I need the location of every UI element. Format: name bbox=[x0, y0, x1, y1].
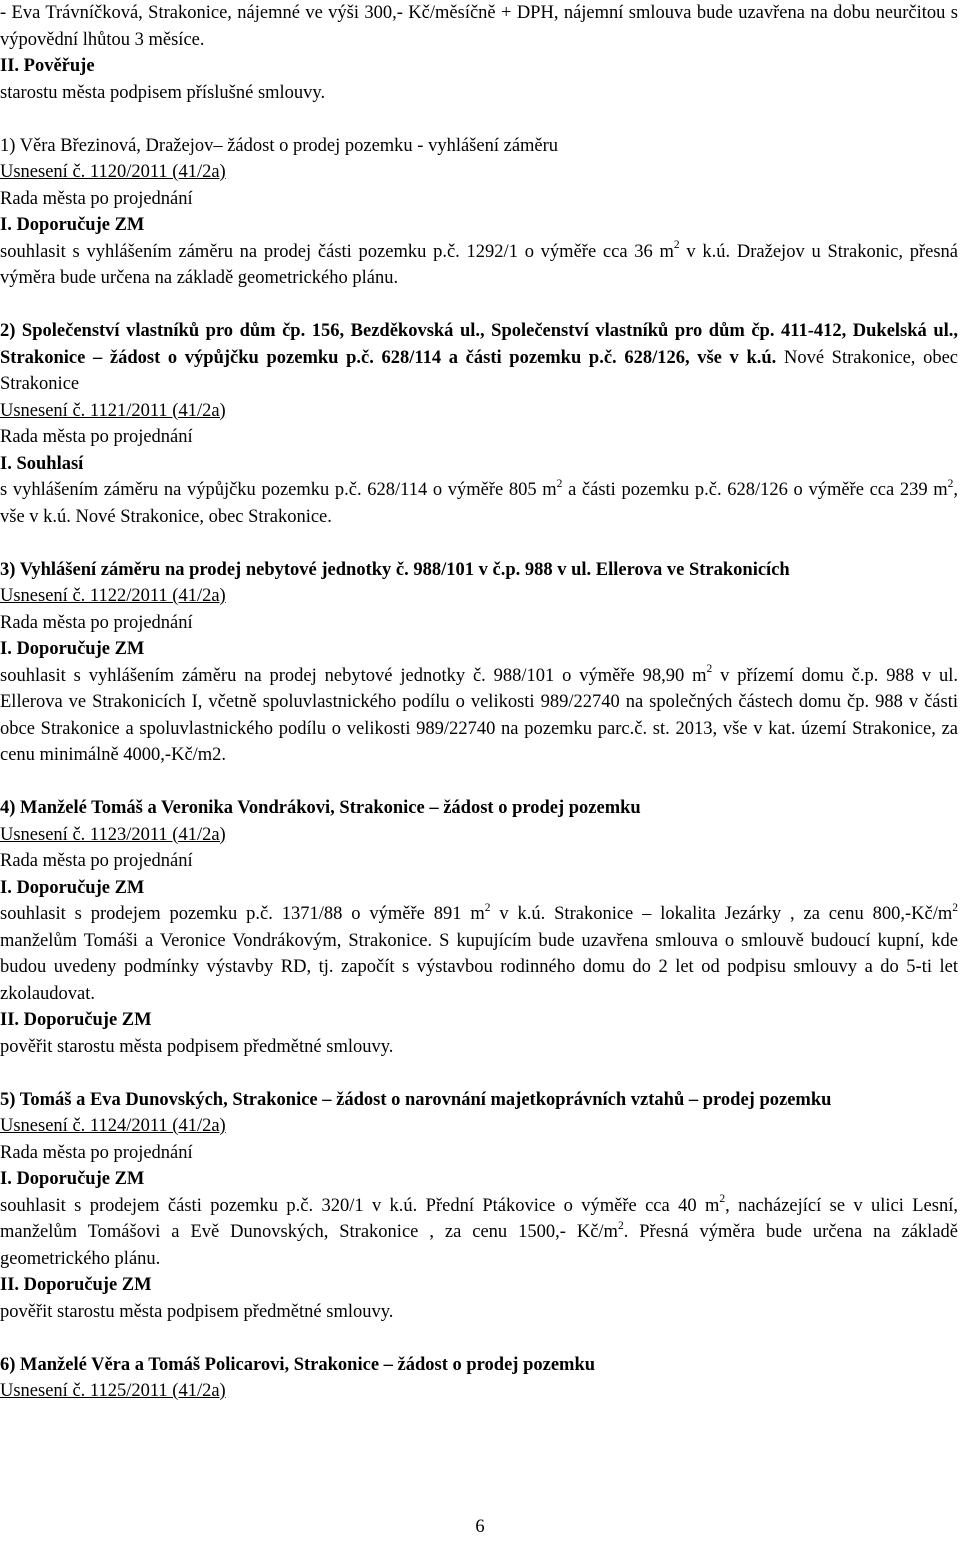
section-3-title: 3) Vyhlášení záměru na prodej nebytové jednotky č. 988/101 v č.p. 988 v ul. Ellerova ve Strakonicích bbox=[0, 559, 790, 580]
text-part: a části pozemku p.č. 628/126 o výměře cca 239 m bbox=[562, 480, 948, 500]
text-part: v k.ú. Strakonice – lokalita Jezárky , za cenu 800,-Kč/m bbox=[490, 904, 953, 924]
resolution-point-heading: II. Pověřuje bbox=[0, 56, 95, 76]
spacer bbox=[0, 292, 958, 319]
text-part: 2) Společenství vlastníků pro dům čp. 156, Bezděkovská ul., Společenství vlastníků pro dům čp. 411-412, Dukelská ul., Strakonice – žádost o výpůjčku pozemku p.č. 628/114 a části pozemku p.č. 628/126, vše v k.ú. bbox=[0, 321, 958, 368]
spacer bbox=[0, 1060, 958, 1087]
section-5-council: Rada města po projednání bbox=[0, 1142, 193, 1163]
spacer bbox=[0, 769, 958, 796]
text-part: , nacházející se v ulici Lesní, manželům Tomášovi a Evě Dunovských, Strakonice , za cenu 1500,- Kč/m bbox=[0, 1195, 958, 1242]
text-part: , vše v k.ú. Nové Strakonice, obec Strakonice. bbox=[0, 480, 959, 527]
section-4-point-1-heading: I. Doporučuje ZM bbox=[0, 877, 145, 898]
section-2-resolution-number: Usnesení č. 1121/2011 (41/2a) bbox=[0, 400, 226, 421]
section-1-point-1-heading: I. Doporučuje ZM bbox=[0, 215, 145, 235]
section-3-council: Rada města po projednání bbox=[0, 612, 193, 633]
superscript: 2 bbox=[719, 1193, 726, 1206]
section-4-point-2-heading: II. Doporučuje ZM bbox=[0, 1010, 152, 1030]
section-1-resolution-number: Usnesení č. 1120/2011 (41/2a) bbox=[0, 162, 226, 182]
text-part: v přízemí domu č.p. 988 v ul. Ellerova ve Strakonicích I, včetně spoluvlastnického podílu o velikosti 989/22740 na společných částech domu čp. 988 v části obce Strakonice a spoluvlastnického podílu o velikosti 989/22740 na pozemku parc.č. st. 2013, vše v kat. území Strakonice, za cenu minimálně 4000,-Kč/m2. bbox=[0, 665, 958, 765]
section-1-point-1-text bbox=[0, 239, 958, 292]
superscript: 2 bbox=[947, 477, 954, 490]
spacer bbox=[0, 1325, 958, 1352]
page-number: 6 bbox=[475, 1517, 485, 1537]
section-4-point-1-text bbox=[0, 901, 958, 1007]
paragraph-text: starostu města podpisem příslušné smlouvy. bbox=[0, 82, 326, 103]
section-6-resolution-number: Usnesení č. 1125/2011 (41/2a) bbox=[0, 1381, 226, 1401]
section-5-title: 5) Tomáš a Eva Dunovských, Strakonice – žádost o narovnání majetkoprávních vztahů – prodej pozemku bbox=[0, 1089, 832, 1110]
section-4-resolution-number: Usnesení č. 1123/2011 (41/2a) bbox=[0, 824, 226, 845]
section-1-title: 1) Věra Březinová, Dražejov– žádost o prodej pozemku - vyhlášení záměru bbox=[0, 135, 559, 156]
section-1-council: Rada města po projednání bbox=[0, 188, 193, 209]
section-5-point-2-heading: II. Doporučuje ZM bbox=[0, 1275, 152, 1295]
spacer bbox=[0, 530, 958, 557]
superscript: 2 bbox=[484, 901, 491, 914]
superscript: 2 bbox=[706, 663, 713, 676]
spacer bbox=[0, 106, 958, 133]
section-5-resolution-number: Usnesení č. 1124/2011 (41/2a) bbox=[0, 1116, 226, 1136]
paragraph-lease-terms: - Eva Trávníčková, Strakonice, nájemné ve výši 300,- Kč/měsíčně + DPH, nájemní smlouva bude uzavřena na dobu neurčitou s výpovědní lhůtou 3 měsíce. bbox=[0, 3, 958, 50]
text-part: Nové Strakonice, obec Strakonice bbox=[0, 347, 959, 394]
section-3-point-1-heading: I. Doporučuje ZM bbox=[0, 639, 145, 659]
section-2-title bbox=[0, 318, 958, 398]
section-4-council: Rada města po projednání bbox=[0, 851, 193, 871]
text-part: manželům Tomáši a Veronice Vondrákovým, Strakonice. S kupujícím bude uzavřena smlouva o smlouvě budoucí kupní, kde budou uvedeny podmínky výstavby RD, tj. započít s výstavbou rodinného domu do 2 let od podpisu smlouvy a do 5-ti let zkolaudovat. bbox=[0, 930, 958, 1004]
superscript: 2 bbox=[617, 1219, 624, 1232]
section-4-title: 4) Manželé Tomáš a Veronika Vondrákovi, Strakonice – žádost o prodej pozemku bbox=[0, 798, 641, 818]
section-5-point-1-text bbox=[0, 1193, 958, 1273]
section-5-point-2-text: pověřit starostu města podpisem předmětné smlouvy. bbox=[0, 1301, 394, 1322]
section-2-council: Rada města po projednání bbox=[0, 427, 193, 447]
superscript: 2 bbox=[952, 901, 958, 914]
text-part: souhlasit s vyhlášením záměru na prodej nebytové jednotky č. 988/101 o výměře 98,90 m bbox=[0, 665, 707, 686]
text-part: souhlasit s prodejem pozemku p.č. 1371/88 o výměře 891 m bbox=[0, 904, 485, 924]
text-part: v k.ú. Dražejov u Strakonic, přesná výměra bude určena na základě geometrického plánu. bbox=[0, 241, 958, 288]
text-part: souhlasit s prodejem části pozemku p.č. 320/1 v k.ú. Přední Ptákovice o výměře cca 40 m bbox=[0, 1195, 720, 1216]
section-3-resolution-number: Usnesení č. 1122/2011 (41/2a) bbox=[0, 586, 226, 606]
section-2-point-1-text bbox=[0, 477, 958, 530]
section-3-point-1-text bbox=[0, 663, 958, 769]
superscript: 2 bbox=[673, 239, 680, 252]
superscript: 2 bbox=[556, 477, 563, 490]
text-part: souhlasit s vyhlášením záměru na prodej části pozemku p.č. 1292/1 o výměře cca 36 m bbox=[0, 241, 674, 262]
section-5-point-1-heading: I. Doporučuje ZM bbox=[0, 1169, 145, 1189]
text-part: s vyhlášením záměru na výpůjčku pozemku p.č. 628/114 o výměře 805 m bbox=[0, 480, 557, 500]
section-4-point-2-text: pověřit starostu města podpisem předmětné smlouvy. bbox=[0, 1036, 394, 1057]
section-2-point-1-heading: I. Souhlasí bbox=[0, 453, 84, 474]
text-part: . Přesná výměra bude určena na základě geometrického plánu. bbox=[0, 1222, 958, 1269]
section-6-title: 6) Manželé Věra a Tomáš Policarovi, Strakonice – žádost o prodej pozemku bbox=[0, 1354, 596, 1375]
